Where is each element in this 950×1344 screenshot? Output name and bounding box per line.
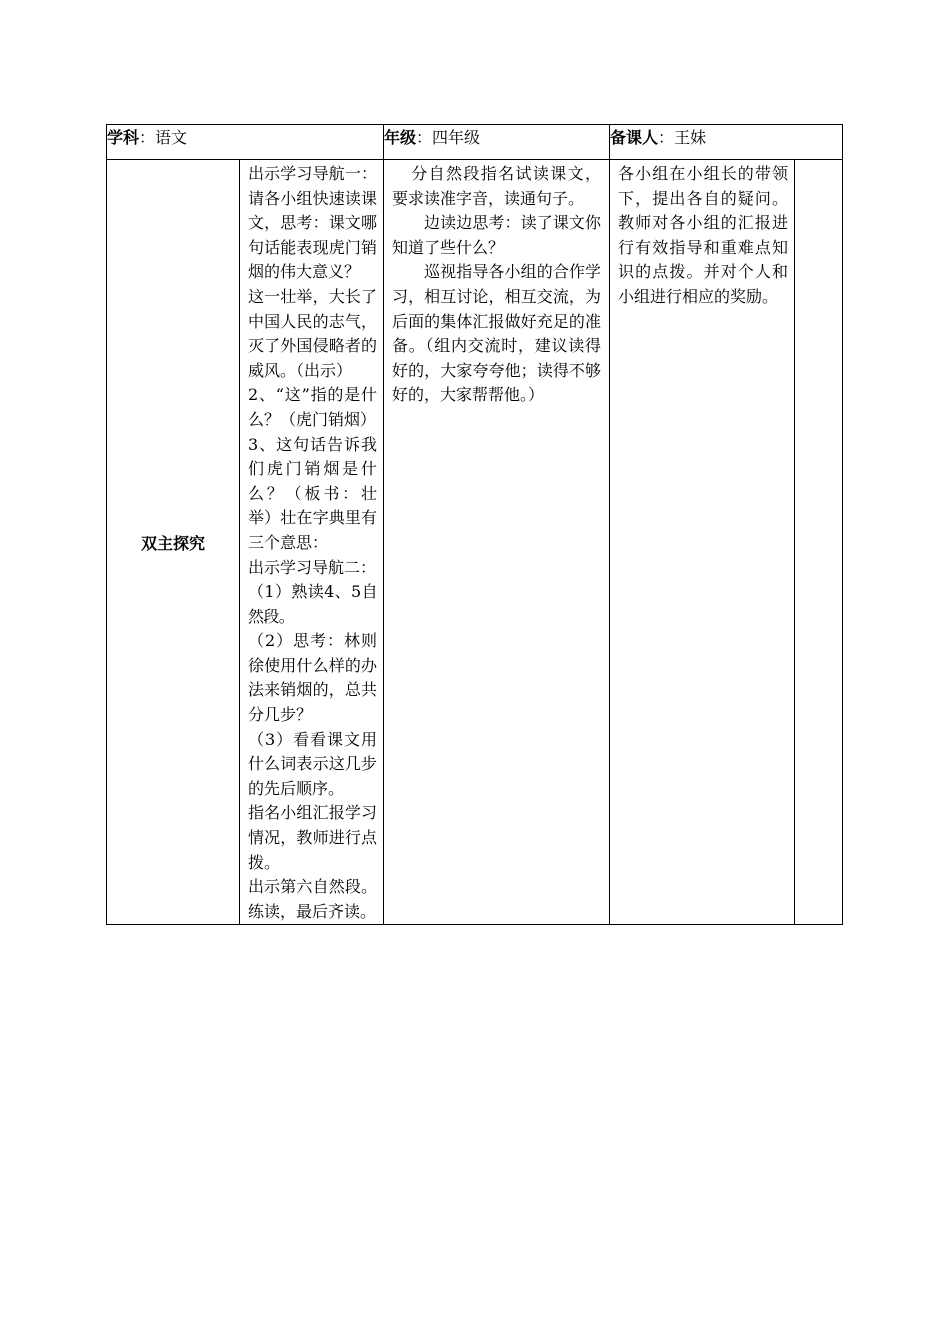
- content-paragraph: 2、“这”指的是什么？（虎门销烟）: [248, 385, 378, 429]
- header-row: [107, 125, 843, 160]
- preparer-cell: [610, 125, 843, 160]
- content-row: [107, 160, 843, 925]
- grade-label: 年级: [384, 128, 417, 147]
- content-paragraph: 出示学习导航二：: [248, 557, 377, 577]
- subject-value: 语文: [155, 128, 188, 147]
- content-paragraph: （2）思考：林则徐使用什么样的办法来销烟的，总共分几步？: [248, 631, 378, 725]
- activity-paragraph: 巡视指导各小组的合作学习，相互讨论，相互交流，为后面的集体汇报做好充足的准备。（组内交流时，建议读得好的，大家夸夸他；读得不够好的，大家帮帮他。）: [392, 262, 602, 405]
- colon: ：: [658, 128, 675, 147]
- guidance-paragraph: 各小组在小组长的带领下，提出各自的疑问。教师对各小组的汇报进行有效指导和重难点知识的点拨。并对个人和小组进行相应的奖励。: [618, 164, 789, 306]
- content-paragraph: 指名小组汇报学习情况，教师进行点拨。: [248, 803, 378, 872]
- grade-value: 四年级: [432, 128, 481, 147]
- content-paragraph: （3）看看课文用什么词表示这几步的先后顺序。: [248, 729, 378, 798]
- preparer-value: 王妹: [674, 128, 707, 147]
- colon: ：: [416, 128, 433, 147]
- lesson-plan-table: [106, 124, 843, 925]
- student-activity-cell: [384, 160, 610, 925]
- notes-cell: [795, 160, 843, 925]
- content-paragraph: 出示第六自然段。练读，最后齐读。: [248, 877, 378, 921]
- teaching-content-cell: [240, 160, 384, 925]
- section-name-cell: [107, 160, 240, 925]
- teacher-guidance-cell: [610, 160, 795, 925]
- content-paragraph: 3、这句话告诉我们虎门销烟是什么？（板书：壮举）壮在字典里有三个意思：: [248, 434, 378, 552]
- subject-cell: [107, 125, 384, 160]
- activity-paragraph: 分自然段指名试读课文，要求读准字音，读通句子。: [392, 164, 602, 208]
- section-name: 双主探究: [140, 533, 205, 553]
- content-paragraph: 这一壮举，大长了中国人民的志气，灭了外国侵略者的威风。（出示）: [248, 286, 378, 380]
- activity-paragraph: 边读边思考：读了课文你知道了些什么？: [392, 213, 602, 257]
- content-paragraph: 出示学习导航一：请各小组快速读课文，思考：课文哪句话能表现虎门销烟的伟大意义？: [248, 164, 378, 282]
- colon: ：: [139, 128, 156, 147]
- subject-label: 学科: [107, 128, 140, 147]
- preparer-label: 备课人: [610, 128, 659, 147]
- content-paragraph: （1）熟读4、5自然段。: [248, 582, 378, 626]
- grade-cell: [384, 125, 610, 160]
